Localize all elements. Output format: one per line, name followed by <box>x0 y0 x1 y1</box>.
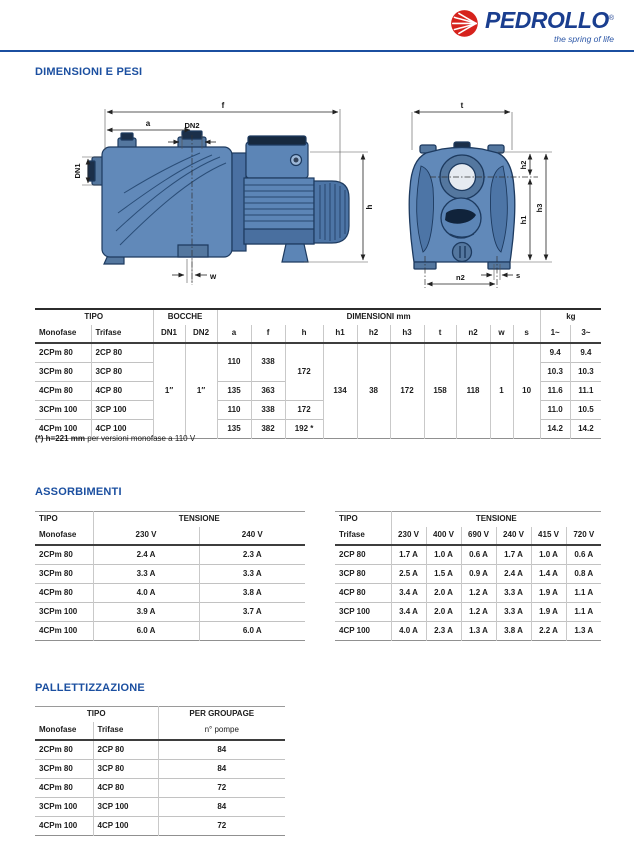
dimensions-table <box>35 308 601 439</box>
pump-front-body <box>409 142 515 269</box>
dim-label-t: t <box>460 101 464 110</box>
footnote-text: per versioni monofase a 110 V <box>85 434 196 443</box>
cell-model: 3CP 80 <box>335 565 391 584</box>
dim-label-f: f <box>221 101 225 110</box>
cell-pumps: 84 <box>158 760 285 779</box>
col-trifase: Trifase <box>91 325 153 343</box>
dim-label-h1: h1 <box>519 215 528 225</box>
cell-h: 172 <box>285 401 323 420</box>
pump-motor <box>232 136 349 262</box>
col-monofase: Monofase <box>35 722 93 740</box>
cell-pumps: 84 <box>158 740 285 760</box>
brand-tagline: the spring of life <box>553 34 614 44</box>
cell-amps: 4.0 A <box>93 584 199 603</box>
cell-amps: 2.4 A <box>496 565 531 584</box>
cell-amps: 3.7 A <box>199 603 305 622</box>
cell-pumps: 84 <box>158 798 285 817</box>
col-230v: 230 V <box>391 527 426 545</box>
table-row <box>35 798 285 817</box>
cell-f: 338 <box>251 401 285 420</box>
table-row <box>35 817 285 836</box>
cell-a: 110 <box>217 343 251 382</box>
cell-amps: 2.2 A <box>531 622 566 641</box>
cell-model: 3CPm 100 <box>35 603 93 622</box>
cell-amps: 3.4 A <box>391 603 426 622</box>
col-a: a <box>217 325 251 343</box>
table-row <box>335 565 601 584</box>
group-bocche: BOCCHE <box>153 309 217 325</box>
table-group-header-row <box>335 512 601 528</box>
cell-amps: 1.9 A <box>531 584 566 603</box>
section-title-absorption: ASSORBIMENTI <box>35 486 122 498</box>
absorption-trifase-table <box>335 511 601 641</box>
col-dn1: DN1 <box>153 325 185 343</box>
cell-amps: 1.1 A <box>566 603 601 622</box>
cell-monofase: 2CPm 80 <box>39 347 73 357</box>
pump-side-drawing <box>58 95 383 290</box>
cell-amps: 3.8 A <box>199 584 305 603</box>
cell-s: 10 <box>513 343 540 439</box>
col-n-pompe: n° pompe <box>158 722 285 740</box>
cell-h: 172 <box>285 343 323 401</box>
cell-model: 4CPm 80 <box>35 584 93 603</box>
section-title-palletization: PALLETTIZZAZIONE <box>35 682 145 694</box>
group-tensione: TENSIONE <box>93 512 305 528</box>
table-row <box>335 622 601 641</box>
table-row <box>35 740 285 760</box>
cell-amps: 2.0 A <box>426 603 461 622</box>
cell-h: 192 * <box>285 420 323 439</box>
dim-label-dn2: DN2 <box>184 121 200 130</box>
table-subheader-row <box>35 722 285 740</box>
cell-n2: 118 <box>456 343 490 439</box>
pump-body <box>88 131 232 264</box>
cell-monofase: 3CPm 80 <box>35 760 93 779</box>
cell-kg-1ph: 11.0 <box>540 401 570 420</box>
cell-amps: 2.4 A <box>93 545 199 565</box>
cell-trifase: 2CP 80 <box>93 740 158 760</box>
cell-amps: 0.8 A <box>566 565 601 584</box>
cell-amps: 1.2 A <box>461 584 496 603</box>
table-row <box>35 622 305 641</box>
absorption-monofase-table <box>35 511 305 641</box>
cell-kg-3ph: 10.5 <box>570 401 601 420</box>
cell-amps: 3.4 A <box>391 584 426 603</box>
col-240v: 240 V <box>199 527 305 545</box>
brand-wordmark: PEDROLLO <box>485 7 609 33</box>
cell-amps: 3.8 A <box>496 622 531 641</box>
col-240v: 240 V <box>496 527 531 545</box>
cell-model: 3CP 100 <box>335 603 391 622</box>
table-footnote <box>35 434 195 443</box>
col-monofase: Monofase <box>35 527 93 545</box>
cell-trifase: 2CP 80 <box>91 343 153 363</box>
cell-f: 363 <box>251 382 285 401</box>
col-monofase: Monofase <box>35 325 91 343</box>
table-row <box>335 545 601 565</box>
cell-amps: 1.7 A <box>391 545 426 565</box>
col-415v: 415 V <box>531 527 566 545</box>
cell-trifase: 4CP 100 <box>93 817 158 836</box>
col-trifase: Trifase <box>93 722 158 740</box>
cell-amps: 3.9 A <box>93 603 199 622</box>
dim-label-n2: n2 <box>456 273 465 282</box>
cell-kg-1ph: 11.6 <box>540 382 570 401</box>
group-tipo: TIPO <box>39 514 58 524</box>
table-subheader-row <box>35 527 305 545</box>
cell-monofase: 4CPm 80 <box>35 382 91 401</box>
cell-a: 135 <box>217 420 251 439</box>
cell-trifase: 4CP 100 <box>91 420 153 439</box>
cell-kg-3ph: 14.2 <box>570 420 601 439</box>
table-group-header-row <box>35 707 285 723</box>
cell-kg-3ph: 10.3 <box>570 363 601 382</box>
cell-monofase: 2CPm 80 <box>39 744 73 754</box>
pedrollo-logo-icon <box>450 9 480 39</box>
table-row <box>35 343 601 363</box>
cell-amps: 2.3 A <box>426 622 461 641</box>
col-w: w <box>490 325 513 343</box>
cell-trifase: 3CP 80 <box>91 363 153 382</box>
cell-monofase: 4CPm 80 <box>35 779 93 798</box>
group-tipo: TIPO <box>84 312 104 322</box>
table-row <box>35 603 305 622</box>
cell-kg-1ph: 14.2 <box>540 420 570 439</box>
col-h3: h3 <box>390 325 424 343</box>
col-kg-3ph: 3~ <box>570 325 601 343</box>
cell-model: 2CP 80 <box>339 549 366 559</box>
cell-a: 135 <box>217 382 251 401</box>
col-dn2: DN2 <box>185 325 217 343</box>
cell-amps: 4.0 A <box>391 622 426 641</box>
dim-label-a: a <box>145 119 151 128</box>
col-400v: 400 V <box>426 527 461 545</box>
table-subheader-row <box>35 325 601 343</box>
table-group-header-row <box>35 309 601 325</box>
cell-f: 338 <box>251 343 285 382</box>
cell-amps: 2.0 A <box>426 584 461 603</box>
table-subheader-row <box>335 527 601 545</box>
dim-label-h2: h2 <box>519 160 528 170</box>
table-group-header-row <box>35 512 305 528</box>
col-h1: h1 <box>323 325 357 343</box>
col-690v: 690 V <box>461 527 496 545</box>
cell-trifase: 4CP 80 <box>91 382 153 401</box>
cell-kg-3ph: 11.1 <box>570 382 601 401</box>
cell-amps: 1.3 A <box>461 622 496 641</box>
cell-amps: 1.7 A <box>496 545 531 565</box>
cell-model: 3CPm 80 <box>35 565 93 584</box>
group-tensione: TENSIONE <box>391 512 601 528</box>
cell-t: 158 <box>424 343 456 439</box>
cell-amps: 3.3 A <box>93 565 199 584</box>
table-row <box>35 565 305 584</box>
cell-trifase: 3CP 100 <box>91 401 153 420</box>
cell-monofase: 3CPm 100 <box>35 401 91 420</box>
cell-amps: 0.6 A <box>461 545 496 565</box>
cell-model: 4CPm 100 <box>35 622 93 641</box>
table-row <box>335 584 601 603</box>
col-kg-1ph: 1~ <box>540 325 570 343</box>
cell-model: 4CP 100 <box>335 622 391 641</box>
cell-amps: 1.1 A <box>566 584 601 603</box>
col-720v: 720 V <box>566 527 601 545</box>
header-divider <box>0 50 634 52</box>
cell-amps: 1.0 A <box>531 545 566 565</box>
cell-kg-1ph: 9.4 <box>540 343 570 363</box>
cell-amps: 3.3 A <box>496 603 531 622</box>
group-dimensioni: DIMENSIONI mm <box>217 309 540 325</box>
cell-monofase: 4CPm 100 <box>35 817 93 836</box>
cell-h3: 172 <box>390 343 424 439</box>
cell-amps: 1.0 A <box>426 545 461 565</box>
cell-amps: 1.4 A <box>531 565 566 584</box>
col-s: s <box>513 325 540 343</box>
cell-trifase: 3CP 100 <box>93 798 158 817</box>
pump-front-drawing <box>390 96 595 301</box>
cell-dn2: 1″ <box>185 343 217 439</box>
cell-model: 4CP 80 <box>335 584 391 603</box>
cell-pumps: 72 <box>158 817 285 836</box>
cell-h1: 134 <box>323 343 357 439</box>
col-230v: 230 V <box>93 527 199 545</box>
registered-mark: ® <box>608 15 614 22</box>
cell-amps: 2.3 A <box>199 545 305 565</box>
cell-kg-1ph: 10.3 <box>540 363 570 382</box>
cell-kg-3ph: 9.4 <box>570 343 601 363</box>
dim-label-s: s <box>516 271 521 280</box>
pedrollo-logo <box>450 9 614 44</box>
cell-f: 382 <box>251 420 285 439</box>
cell-amps: 6.0 A <box>93 622 199 641</box>
cell-amps: 1.3 A <box>566 622 601 641</box>
cell-amps: 1.5 A <box>426 565 461 584</box>
cell-model: 2CPm 80 <box>39 549 73 559</box>
cell-a: 110 <box>217 401 251 420</box>
dim-label-h3: h3 <box>535 203 544 213</box>
dim-label-h: h <box>365 204 374 210</box>
col-t: t <box>424 325 456 343</box>
table-row <box>35 760 285 779</box>
palletization-table <box>35 706 285 836</box>
group-groupage: PER GROUPAGE <box>158 707 285 723</box>
cell-amps: 3.3 A <box>496 584 531 603</box>
col-h2: h2 <box>357 325 390 343</box>
table-row <box>35 779 285 798</box>
cell-pumps: 72 <box>158 779 285 798</box>
col-h: h <box>285 325 323 343</box>
cell-amps: 0.6 A <box>566 545 601 565</box>
col-n2: n2 <box>456 325 490 343</box>
cell-amps: 0.9 A <box>461 565 496 584</box>
cell-w: 1 <box>490 343 513 439</box>
cell-h2: 38 <box>357 343 390 439</box>
cell-amps: 6.0 A <box>199 622 305 641</box>
col-trifase: Trifase <box>335 527 391 545</box>
cell-amps: 1.9 A <box>531 603 566 622</box>
cell-trifase: 4CP 80 <box>93 779 158 798</box>
cell-trifase: 3CP 80 <box>93 760 158 779</box>
cell-monofase: 3CPm 80 <box>35 363 91 382</box>
cell-amps: 2.5 A <box>391 565 426 584</box>
cell-monofase: 3CPm 100 <box>35 798 93 817</box>
footnote-bold: (*) h=221 mm <box>35 434 86 443</box>
dim-label-dn1: DN1 <box>73 163 82 179</box>
table-row <box>35 584 305 603</box>
section-title-dimensions: DIMENSIONI E PESI <box>35 66 143 78</box>
group-kg: kg <box>540 309 601 325</box>
cell-monofase: 4CPm 100 <box>35 420 91 439</box>
group-tipo: TIPO <box>86 709 106 719</box>
cell-amps: 1.2 A <box>461 603 496 622</box>
dim-label-w: w <box>210 272 217 281</box>
cell-dn1: 1″ <box>153 343 185 439</box>
group-tipo: TIPO <box>339 514 358 524</box>
cell-amps: 3.3 A <box>199 565 305 584</box>
table-row <box>35 545 305 565</box>
col-f: f <box>251 325 285 343</box>
table-row <box>335 603 601 622</box>
